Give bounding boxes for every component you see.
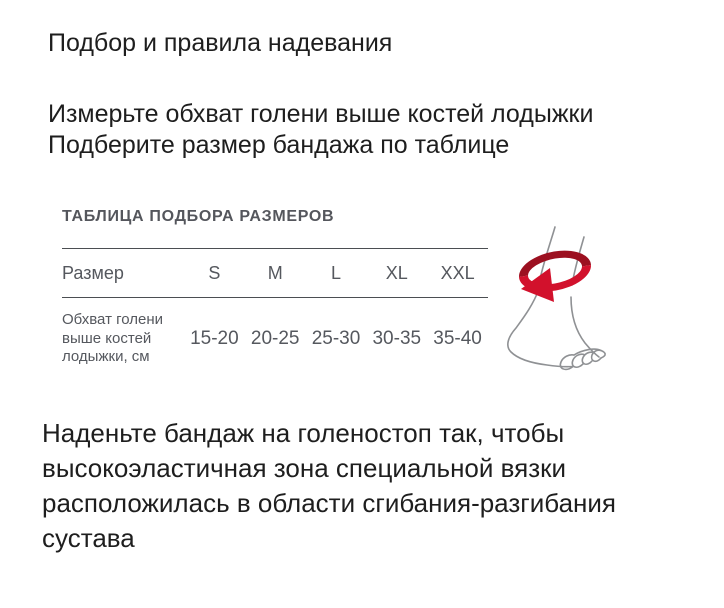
measure-arrow-band (519, 251, 591, 302)
girth-row-label: Обхват голени выше костей лодыжки, см (62, 311, 164, 365)
size-table-title: ТАБЛИЦА ПОДБОРА РАЗМЕРОВ (62, 208, 335, 225)
girth-cell-s: 15-20 (190, 327, 239, 349)
page-title: Подбор и правила надевания (48, 29, 393, 57)
wear-line-4: сустава (42, 523, 135, 553)
wear-line-3: расположилась в области сгибания-разгибания (42, 488, 616, 518)
intro-instructions (48, 99, 593, 161)
size-cell-xl: XL (385, 262, 408, 283)
size-table-header-row (62, 248, 488, 298)
foot-outline (508, 227, 605, 369)
size-table-girth-row (62, 298, 488, 367)
wear-line-1: Наденьте бандаж на голеностоп так, чтобы (42, 418, 565, 448)
intro-line-measure: Измерьте обхват голени выше костей лодыжки (48, 100, 594, 128)
wear-instruction (42, 416, 616, 556)
size-cell-l: L (330, 262, 341, 283)
size-row-label: Размер (62, 262, 124, 283)
girth-cell-xxl: 35-40 (433, 327, 482, 349)
girth-cell-l: 25-30 (311, 327, 361, 349)
girth-cell-m: 20-25 (250, 327, 300, 349)
girth-cell-xl: 30-35 (372, 327, 422, 349)
intro-line-select-size: Подберите размер бандажа по таблице (48, 131, 510, 159)
size-cell-xxl: XXL (440, 262, 475, 283)
size-cell-m: M (267, 262, 283, 283)
ankle-measurement-illustration (495, 225, 675, 400)
size-cell-s: S (208, 262, 221, 283)
size-selection-table (62, 208, 488, 367)
wear-line-2: высокоэластичная зона специальной вязки (42, 453, 567, 483)
